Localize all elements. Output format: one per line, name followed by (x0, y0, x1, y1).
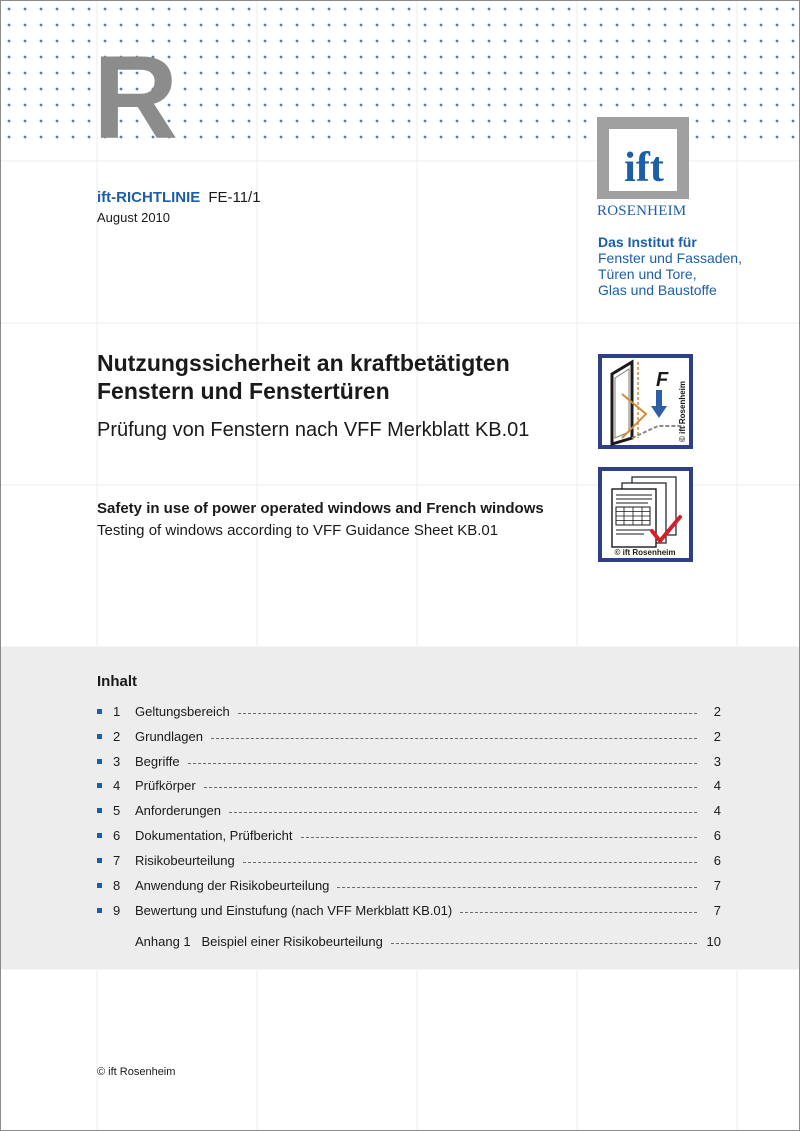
bullet-icon (97, 908, 102, 913)
toc-number: 4 (113, 777, 121, 793)
toc-item[interactable] (97, 776, 721, 794)
toc-title: Geltungsbereich (135, 703, 230, 719)
document-title-de (97, 349, 510, 405)
footer-copyright: © ift Rosenheim (97, 1066, 176, 1078)
toc-number: 5 (113, 802, 121, 818)
toc-number: 8 (113, 877, 121, 893)
toc-leader (238, 713, 697, 714)
bullet-icon (97, 883, 102, 888)
richtlinie-code: FE-11/1 (208, 189, 261, 206)
toc-number: 6 (113, 827, 121, 843)
toc-title: Begriffe (135, 753, 180, 769)
pictogram-copyright: © ift Rosenheim (678, 380, 687, 442)
toc-page: 7 (713, 877, 721, 893)
toc-page: 4 (713, 777, 721, 793)
richtlinie-brand: ift-RICHTLINIE (97, 189, 201, 206)
toc-leader (301, 837, 697, 838)
document-title-en: Safety in use of power operated windows and French windows (97, 500, 544, 517)
toc-leader (391, 943, 697, 944)
bullet-icon (97, 783, 102, 788)
series-letter: R (93, 32, 177, 164)
toc-leader (211, 738, 697, 739)
toc-page: 3 (713, 753, 721, 769)
toc-leader (188, 763, 697, 764)
toc-number: 7 (113, 852, 121, 868)
toc-item[interactable] (97, 801, 721, 819)
toc-title: Bewertung und Einstufung (nach VFF Merkblatt KB.01) (135, 902, 453, 918)
document-subtitle-en: Testing of windows according to VFF Guidance Sheet KB.01 (97, 522, 499, 539)
toc-page: 10 (706, 933, 721, 949)
richtlinie-id (97, 189, 261, 206)
toc-number: 1 (113, 703, 121, 719)
toc-page: 7 (713, 902, 721, 918)
toc-leader (243, 862, 697, 863)
institute-line: Fenster und Fassaden, (598, 250, 742, 266)
bullet-icon (97, 734, 102, 739)
pictogram-copyright: © ift Rosenheim (614, 548, 676, 557)
toc-number: 2 (113, 728, 121, 744)
toc-title: Grundlagen (135, 728, 203, 744)
toc-leader (204, 787, 697, 788)
toc-heading: Inhalt (97, 673, 137, 690)
toc-item[interactable] (97, 752, 721, 770)
toc-leader (337, 887, 697, 888)
logo-city: ROSENHEIM (597, 203, 687, 219)
institute-description (598, 234, 742, 298)
toc-item[interactable] (97, 702, 721, 720)
toc-item[interactable] (97, 876, 721, 894)
toc-number: 9 (113, 902, 121, 918)
toc-leader (460, 912, 697, 913)
toc-title: Risikobeurteilung (135, 852, 235, 868)
bullet-icon (97, 808, 102, 813)
institute-line: Türen und Tore, (598, 266, 697, 282)
title-line: Fenstern und Fenstertüren (97, 378, 390, 404)
ift-logo (597, 117, 689, 199)
bullet-icon (97, 759, 102, 764)
toc-page: 6 (713, 852, 721, 868)
toc-annex-item[interactable] (97, 932, 721, 950)
publication-date: August 2010 (97, 210, 171, 225)
toc-title: Anhang 1 Beispiel einer Risikobeurteilung (135, 933, 383, 949)
toc-title: Dokumentation, Prüfbericht (135, 827, 293, 843)
toc-title: Anforderungen (135, 802, 222, 818)
bullet-icon (97, 858, 102, 863)
toc-page: 6 (713, 827, 721, 843)
toc-item[interactable] (97, 851, 721, 869)
toc-page: 4 (713, 802, 721, 818)
documents-check-pictogram (598, 467, 693, 562)
force-label: F (656, 369, 669, 391)
window-force-pictogram (598, 354, 693, 449)
toc-item[interactable] (97, 826, 721, 844)
toc-page: 2 (713, 703, 721, 719)
toc-title: Prüfkörper (135, 777, 196, 793)
toc-item[interactable] (97, 727, 721, 745)
toc-item[interactable] (97, 901, 721, 919)
bullet-icon (97, 833, 102, 838)
toc-title: Anwendung der Risikobeurteilung (135, 877, 330, 893)
toc-number: 3 (113, 753, 121, 769)
institute-line: Das Institut für (598, 234, 697, 250)
institute-line: Glas und Baustoffe (598, 282, 717, 298)
bullet-icon (97, 709, 102, 714)
ift-logo-text: ift (624, 145, 664, 191)
toc-page: 2 (713, 728, 721, 744)
toc-leader (229, 812, 697, 813)
title-line: Nutzungssicherheit an kraftbetätigten (97, 350, 510, 376)
document-subtitle-de: Prüfung von Fenstern nach VFF Merkblatt KB.01 (97, 419, 530, 441)
